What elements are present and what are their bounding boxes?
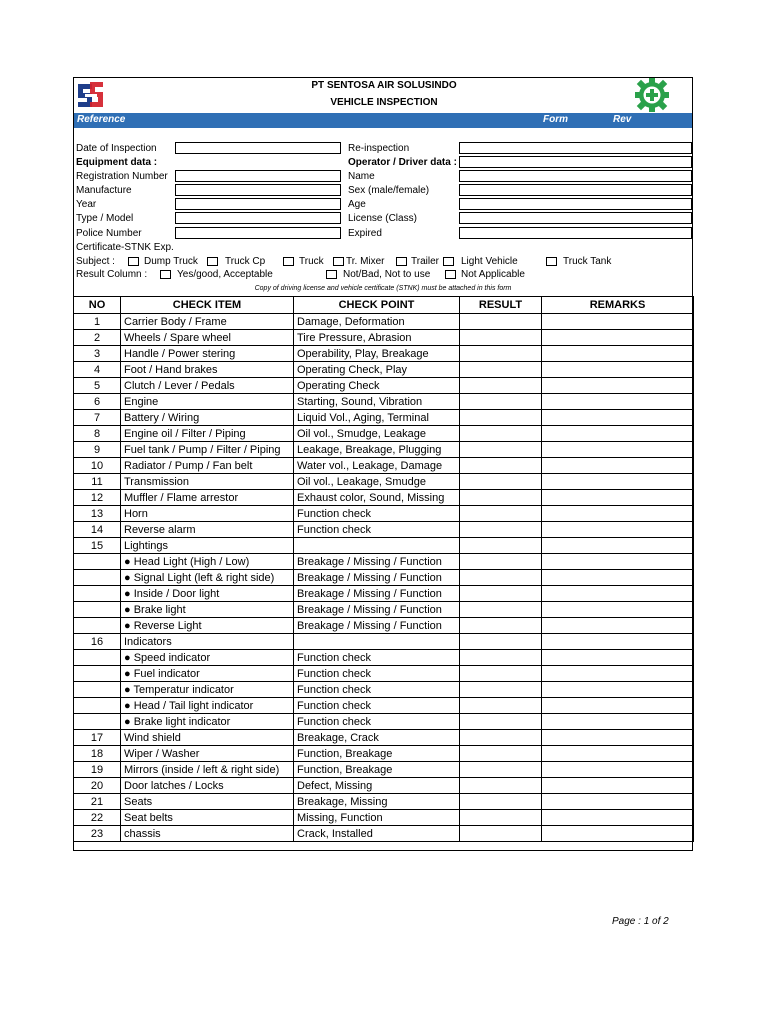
- row-number: 16: [74, 634, 121, 650]
- check-item: Engine oil / Filter / Piping: [121, 426, 294, 442]
- remarks-cell[interactable]: [542, 602, 694, 618]
- date-of-inspection-label: Date of Inspection: [76, 143, 157, 154]
- row-number: [74, 650, 121, 666]
- check-point: Function check: [294, 506, 460, 522]
- row-number: 3: [74, 346, 121, 362]
- remarks-cell[interactable]: [542, 330, 694, 346]
- row-number: [74, 666, 121, 682]
- remarks-cell[interactable]: [542, 346, 694, 362]
- check-point: Liquid Vol., Aging, Terminal: [294, 410, 460, 426]
- subject-light-vehicle-label: Light Vehicle: [461, 256, 518, 267]
- result-cell[interactable]: [460, 746, 542, 762]
- page-number: Page : 1 of 2: [612, 916, 669, 927]
- result-cell[interactable]: [460, 714, 542, 730]
- check-item: ● Temperatur indicator: [121, 682, 294, 698]
- result-cell[interactable]: [460, 618, 542, 634]
- remarks-cell[interactable]: [542, 698, 694, 714]
- operator-driver-data-label: Operator / Driver data :: [348, 157, 457, 168]
- check-item: Door latches / Locks: [121, 778, 294, 794]
- result-cell[interactable]: [460, 410, 542, 426]
- table-row: [74, 778, 694, 794]
- check-point: Function, Breakage: [294, 746, 460, 762]
- table-row: [74, 474, 694, 490]
- row-number: 15: [74, 538, 121, 554]
- check-point: Oil vol., Leakage, Smudge: [294, 474, 460, 490]
- check-point: Breakage / Missing / Function: [294, 602, 460, 618]
- attachment-note: Copy of driving license and vehicle certificate (STNK) must be attached in this form: [254, 285, 512, 292]
- table-row: [74, 746, 694, 762]
- row-number: 7: [74, 410, 121, 426]
- result-not-bad-label: Not/Bad, Not to use: [343, 269, 431, 280]
- check-point: Damage, Deformation: [294, 314, 460, 330]
- check-point: Crack, Installed: [294, 826, 460, 842]
- result-cell[interactable]: [460, 570, 542, 586]
- remarks-cell[interactable]: [542, 490, 694, 506]
- table-row: [74, 442, 694, 458]
- check-point: Breakage / Missing / Function: [294, 570, 460, 586]
- table-row: [74, 618, 694, 634]
- result-cell[interactable]: [460, 810, 542, 826]
- check-point: Operability, Play, Breakage: [294, 346, 460, 362]
- check-point: Function check: [294, 714, 460, 730]
- table-row: [74, 554, 694, 570]
- result-cell[interactable]: [460, 634, 542, 650]
- remarks-cell[interactable]: [542, 826, 694, 842]
- remarks-cell[interactable]: [542, 762, 694, 778]
- check-point: Function, Breakage: [294, 762, 460, 778]
- row-number: 19: [74, 762, 121, 778]
- check-item: chassis: [121, 826, 294, 842]
- row-number: [74, 714, 121, 730]
- check-item: Radiator / Pump / Fan belt: [121, 458, 294, 474]
- check-point: Breakage / Missing / Function: [294, 554, 460, 570]
- remarks-cell[interactable]: [542, 634, 694, 650]
- header-result: RESULT: [460, 297, 542, 314]
- row-number: 1: [74, 314, 121, 330]
- license-class-field[interactable]: [459, 212, 692, 224]
- table-row: [74, 538, 694, 554]
- row-number: 9: [74, 442, 121, 458]
- result-cell[interactable]: [460, 682, 542, 698]
- table-row: [74, 586, 694, 602]
- form-label: Form: [543, 114, 568, 125]
- reference-label: Reference: [77, 114, 126, 125]
- name-label: Name: [348, 171, 375, 182]
- remarks-cell[interactable]: [542, 650, 694, 666]
- remarks-cell[interactable]: [542, 794, 694, 810]
- table-row: [74, 570, 694, 586]
- check-point: Function check: [294, 682, 460, 698]
- remarks-cell[interactable]: [542, 666, 694, 682]
- result-cell[interactable]: [460, 506, 542, 522]
- registration-number-label: Registration Number: [76, 171, 168, 182]
- check-point: Function check: [294, 698, 460, 714]
- remarks-cell[interactable]: [542, 682, 694, 698]
- subject-tr-mixer-label: Tr. Mixer: [346, 256, 385, 267]
- check-point: Operating Check, Play: [294, 362, 460, 378]
- table-row: [74, 794, 694, 810]
- check-point: Leakage, Breakage, Plugging: [294, 442, 460, 458]
- check-item: Mirrors (inside / left & right side): [121, 762, 294, 778]
- remarks-cell[interactable]: [542, 570, 694, 586]
- result-cell[interactable]: [460, 378, 542, 394]
- remarks-cell[interactable]: [542, 778, 694, 794]
- check-item: Wind shield: [121, 730, 294, 746]
- row-number: 10: [74, 458, 121, 474]
- result-cell[interactable]: [460, 778, 542, 794]
- re-inspection-label: Re-inspection: [348, 143, 410, 154]
- row-number: 13: [74, 506, 121, 522]
- table-row: [74, 410, 694, 426]
- manufacture-field[interactable]: [175, 184, 341, 196]
- result-cell[interactable]: [460, 586, 542, 602]
- table-row: [74, 394, 694, 410]
- row-number: 23: [74, 826, 121, 842]
- registration-number-field[interactable]: [175, 170, 341, 182]
- form-title: VEHICLE INSPECTION: [330, 97, 438, 108]
- check-point: Starting, Sound, Vibration: [294, 394, 460, 410]
- check-point: Breakage / Missing / Function: [294, 586, 460, 602]
- check-item: Handle / Power stering: [121, 346, 294, 362]
- license-class-label: License (Class): [348, 213, 417, 224]
- result-cell[interactable]: [460, 394, 542, 410]
- remarks-cell[interactable]: [542, 522, 694, 538]
- result-cell[interactable]: [460, 794, 542, 810]
- type-model-label: Type / Model: [76, 213, 134, 224]
- table-row: [74, 426, 694, 442]
- table-row: [74, 666, 694, 682]
- check-item: Muffler / Flame arrestor: [121, 490, 294, 506]
- result-not-applicable-label: Not Applicable: [461, 269, 525, 280]
- subject-tr-mixer-checkbox[interactable]: [333, 257, 344, 266]
- result-cell[interactable]: [460, 346, 542, 362]
- check-item: Reverse alarm: [121, 522, 294, 538]
- table-row: [74, 490, 694, 506]
- row-number: 22: [74, 810, 121, 826]
- year-label: Year: [76, 199, 97, 210]
- result-cell[interactable]: [460, 698, 542, 714]
- age-label: Age: [348, 199, 366, 210]
- check-point: Breakage / Missing / Function: [294, 618, 460, 634]
- row-number: 11: [74, 474, 121, 490]
- result-cell[interactable]: [460, 602, 542, 618]
- subject-trailer-checkbox[interactable]: [396, 257, 407, 266]
- table-row: [74, 346, 694, 362]
- result-cell[interactable]: [460, 650, 542, 666]
- table-row: [74, 810, 694, 826]
- table-row: [74, 762, 694, 778]
- row-number: [74, 682, 121, 698]
- name-field[interactable]: [459, 170, 692, 182]
- check-item: Transmission: [121, 474, 294, 490]
- reference-bar: [74, 113, 692, 128]
- sex-field[interactable]: [459, 184, 692, 196]
- check-item: Clutch / Lever / Pedals: [121, 378, 294, 394]
- check-point: Tire Pressure, Abrasion: [294, 330, 460, 346]
- row-number: 8: [74, 426, 121, 442]
- check-point: Breakage, Crack: [294, 730, 460, 746]
- result-cell[interactable]: [460, 730, 542, 746]
- header-check-item: CHECK ITEM: [121, 297, 294, 314]
- check-point: Function check: [294, 522, 460, 538]
- year-field[interactable]: [175, 198, 341, 210]
- check-item: Indicators: [121, 634, 294, 650]
- check-item: Carrier Body / Frame: [121, 314, 294, 330]
- remarks-cell[interactable]: [542, 746, 694, 762]
- check-item: ● Head Light (High / Low): [121, 554, 294, 570]
- table-row: [74, 506, 694, 522]
- subject-truck-tank-label: Truck Tank: [563, 256, 612, 267]
- age-field[interactable]: [459, 198, 692, 210]
- check-point: Defect, Missing: [294, 778, 460, 794]
- certificate-stnk-label: Certificate-STNK Exp.: [76, 242, 174, 253]
- table-row: [74, 522, 694, 538]
- row-number: 4: [74, 362, 121, 378]
- remarks-cell[interactable]: [542, 426, 694, 442]
- result-cell[interactable]: [460, 362, 542, 378]
- police-number-field[interactable]: [175, 227, 341, 239]
- check-item: Fuel tank / Pump / Filter / Piping: [121, 442, 294, 458]
- header-no: NO: [74, 297, 121, 314]
- manufacture-label: Manufacture: [76, 185, 132, 196]
- result-cell[interactable]: [460, 666, 542, 682]
- table-row: [74, 682, 694, 698]
- result-cell[interactable]: [460, 490, 542, 506]
- check-item: ● Brake light: [121, 602, 294, 618]
- row-number: [74, 602, 121, 618]
- check-point: Missing, Function: [294, 810, 460, 826]
- row-number: [74, 618, 121, 634]
- remarks-cell[interactable]: [542, 554, 694, 570]
- table-row: [74, 826, 694, 842]
- check-point: [294, 634, 460, 650]
- row-number: 20: [74, 778, 121, 794]
- result-cell[interactable]: [460, 426, 542, 442]
- check-item: Horn: [121, 506, 294, 522]
- remarks-cell[interactable]: [542, 442, 694, 458]
- operator-driver-field[interactable]: [459, 156, 692, 168]
- check-item: ● Head / Tail light indicator: [121, 698, 294, 714]
- row-number: 21: [74, 794, 121, 810]
- header-remarks: REMARKS: [542, 297, 694, 314]
- result-not-applicable-checkbox[interactable]: [445, 270, 456, 279]
- subject-truck-tank-checkbox[interactable]: [546, 257, 557, 266]
- header-check-point: CHECK POINT: [294, 297, 460, 314]
- remarks-cell[interactable]: [542, 458, 694, 474]
- remarks-cell[interactable]: [542, 474, 694, 490]
- check-item: Engine: [121, 394, 294, 410]
- check-point: Function check: [294, 650, 460, 666]
- result-cell[interactable]: [460, 314, 542, 330]
- subject-dump-truck-label: Dump Truck: [144, 256, 198, 267]
- remarks-cell[interactable]: [542, 586, 694, 602]
- check-item: Lightings: [121, 538, 294, 554]
- table-row: [74, 602, 694, 618]
- remarks-cell[interactable]: [542, 618, 694, 634]
- remarks-cell[interactable]: [542, 810, 694, 826]
- result-cell[interactable]: [460, 442, 542, 458]
- police-number-label: Police Number: [76, 228, 142, 239]
- row-number: 6: [74, 394, 121, 410]
- remarks-cell[interactable]: [542, 378, 694, 394]
- result-cell[interactable]: [460, 330, 542, 346]
- table-row: [74, 634, 694, 650]
- check-item: Wheels / Spare wheel: [121, 330, 294, 346]
- result-cell[interactable]: [460, 474, 542, 490]
- row-number: 12: [74, 490, 121, 506]
- row-number: [74, 554, 121, 570]
- row-number: 14: [74, 522, 121, 538]
- check-item: Foot / Hand brakes: [121, 362, 294, 378]
- type-model-field[interactable]: [175, 212, 341, 224]
- check-point: [294, 538, 460, 554]
- table-row: [74, 458, 694, 474]
- check-item: ● Speed indicator: [121, 650, 294, 666]
- table-row: [74, 314, 694, 330]
- result-cell[interactable]: [460, 762, 542, 778]
- table-row: [74, 330, 694, 346]
- table-row: [74, 650, 694, 666]
- subject-dump-truck-checkbox[interactable]: [128, 257, 139, 266]
- expired-label: Expired: [348, 228, 382, 239]
- result-cell[interactable]: [460, 554, 542, 570]
- remarks-cell[interactable]: [542, 362, 694, 378]
- check-item: Wiper / Washer: [121, 746, 294, 762]
- remarks-cell[interactable]: [542, 394, 694, 410]
- date-of-inspection-field[interactable]: [175, 142, 341, 154]
- sex-label: Sex (male/female): [348, 185, 430, 196]
- result-yes-good-label: Yes/good, Acceptable: [177, 269, 273, 280]
- remarks-cell[interactable]: [542, 714, 694, 730]
- check-point: Water vol., Leakage, Damage: [294, 458, 460, 474]
- result-cell[interactable]: [460, 826, 542, 842]
- company-name: PT SENTOSA AIR SOLUSINDO: [311, 80, 457, 91]
- check-item: ● Signal Light (left & right side): [121, 570, 294, 586]
- remarks-cell[interactable]: [542, 506, 694, 522]
- check-point: Operating Check: [294, 378, 460, 394]
- check-item: ● Inside / Door light: [121, 586, 294, 602]
- subject-trailer-label: Trailer: [411, 256, 439, 267]
- check-point: Function check: [294, 666, 460, 682]
- subject-truck-label: Truck: [299, 256, 324, 267]
- check-item: ● Reverse Light: [121, 618, 294, 634]
- remarks-cell[interactable]: [542, 538, 694, 554]
- row-number: [74, 570, 121, 586]
- table-row: [74, 362, 694, 378]
- row-number: [74, 586, 121, 602]
- check-item: Seat belts: [121, 810, 294, 826]
- check-item: Battery / Wiring: [121, 410, 294, 426]
- check-point: Breakage, Missing: [294, 794, 460, 810]
- remarks-cell[interactable]: [542, 410, 694, 426]
- subject-truck-checkbox[interactable]: [283, 257, 294, 266]
- result-cell[interactable]: [460, 538, 542, 554]
- expired-field[interactable]: [459, 227, 692, 239]
- row-number: [74, 698, 121, 714]
- subject-truck-cp-label: Truck Cp: [225, 256, 266, 267]
- row-number: 17: [74, 730, 121, 746]
- result-yes-good-checkbox[interactable]: [160, 270, 171, 279]
- subject-label: Subject :: [76, 256, 115, 267]
- table-row: [74, 698, 694, 714]
- result-cell[interactable]: [460, 458, 542, 474]
- table-row: [74, 730, 694, 746]
- check-item: ● Fuel indicator: [121, 666, 294, 682]
- table-row: [74, 714, 694, 730]
- equipment-data-label: Equipment data :: [76, 157, 158, 168]
- subject-truck-cp-checkbox[interactable]: [207, 257, 218, 266]
- remarks-cell[interactable]: [542, 730, 694, 746]
- table-row: [74, 378, 694, 394]
- row-number: 18: [74, 746, 121, 762]
- result-column-label: Result Column :: [76, 269, 148, 280]
- subject-light-vehicle-checkbox[interactable]: [443, 257, 454, 266]
- check-item: ● Brake light indicator: [121, 714, 294, 730]
- remarks-cell[interactable]: [542, 314, 694, 330]
- result-not-bad-checkbox[interactable]: [326, 270, 337, 279]
- check-item: Seats: [121, 794, 294, 810]
- check-point: Exhaust color, Sound, Missing: [294, 490, 460, 506]
- table-header-row: [74, 297, 694, 314]
- row-number: 2: [74, 330, 121, 346]
- result-cell[interactable]: [460, 522, 542, 538]
- row-number: 5: [74, 378, 121, 394]
- check-point: Oil vol., Smudge, Leakage: [294, 426, 460, 442]
- rev-label: Rev: [613, 114, 632, 125]
- re-inspection-field[interactable]: [459, 142, 692, 154]
- check-table: [73, 296, 694, 842]
